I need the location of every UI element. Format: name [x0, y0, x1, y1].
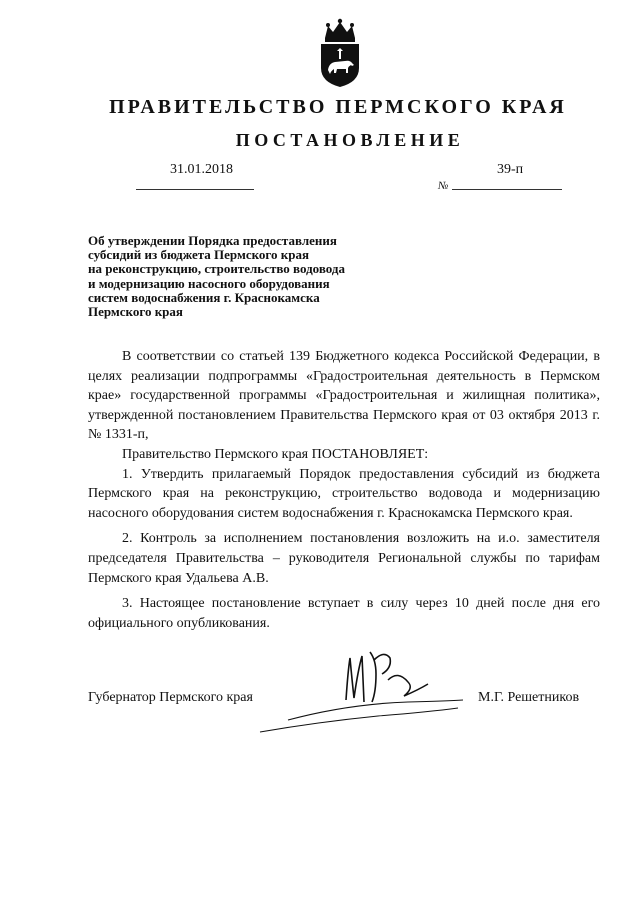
signatory-name: М.Г. Решетников [478, 690, 580, 705]
document-body [88, 347, 600, 633]
item-paragraph: 3. Настоящее постановление вступает в силу через 10 дней после дня его официального опубликования. [88, 596, 600, 631]
signatory-title: Губернатор Пермского края [88, 690, 253, 705]
handwritten-signature-icon [258, 640, 468, 740]
subject-line: Об утверждении Порядка предоставления [88, 233, 337, 248]
number-underline [452, 189, 562, 190]
document-subject [88, 234, 408, 319]
date-underline [136, 189, 254, 190]
intro-paragraph: В соответствии со статьей 139 Бюджетного кодекса Российской Федерации, в целях реализации подпрограммы «Градостроительная деятельность в Пермском крае» государственной программы «Градостроительная и жилищная политика», утвержденной постановлением Правительства Пермского края от 03 октября 2013 г. № 1331-п, [88, 349, 600, 443]
item-paragraph: 2. Контроль за исполнением постановления возложить на и.о. заместителя председателя Правительства – руководителя Региональной службы по тарифам Пермского края Удальева А.В. [88, 531, 600, 586]
document-type: ПОСТАНОВЛЕНИЕ [235, 130, 465, 150]
item-paragraph: 1. Утвердить прилагаемый Порядок предоставления субсидий из бюджета Пермского края на реконструкцию, строительство водовода и модернизацию насосного оборудования систем водоснабжения г. Краснокамска Пермского края. [88, 466, 600, 521]
document-number: 39-п [497, 162, 524, 177]
number-label: № [438, 180, 449, 192]
coat-of-arms-icon [317, 18, 363, 88]
subject-line: Пермского края [88, 304, 183, 320]
subject-line: на реконструкцию, строительство водовода [88, 261, 345, 277]
subject-line: и модернизацию насосного оборудования [88, 275, 330, 291]
subject-line: систем водоснабжения г. Краснокамска [88, 289, 320, 305]
resolves-paragraph: Правительство Пермского края ПОСТАНОВЛЯЕТ: [122, 446, 429, 462]
government-title: ПРАВИТЕЛЬСТВО ПЕРМСКОГО КРАЯ [109, 96, 567, 118]
subject-line: субсидий из бюджета Пермского края [88, 247, 309, 263]
document-date: 31.01.2018 [170, 162, 233, 177]
